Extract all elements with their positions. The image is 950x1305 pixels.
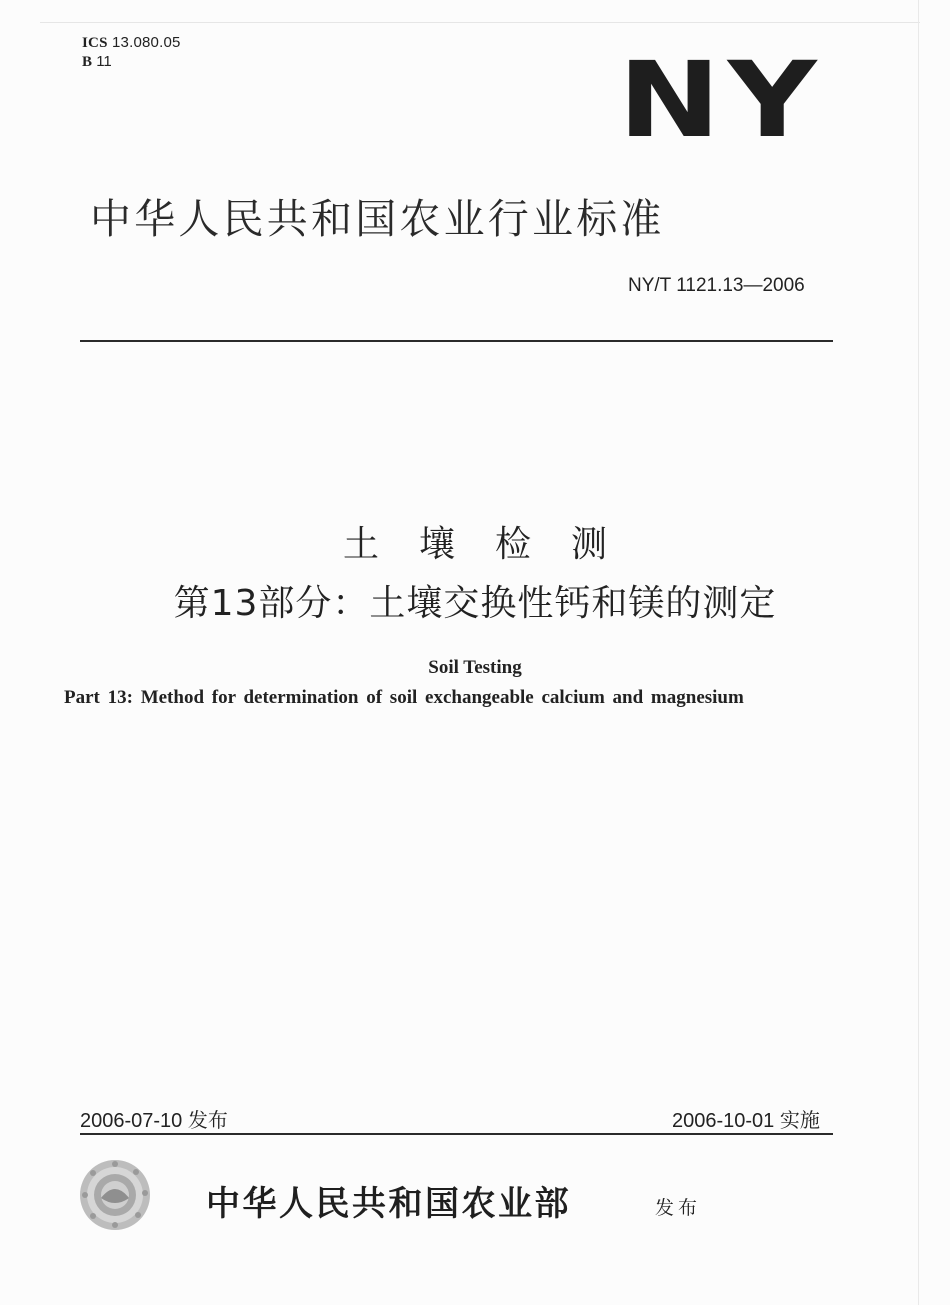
classification-value: 11 [96, 53, 112, 70]
issue-date: 2006-07-10 发布 [80, 1110, 228, 1132]
chinese-main-title: 土壤检测 [342, 524, 647, 565]
chinese-subtitle: 第13部分：土壤交换性钙和镁的测定 [173, 583, 777, 624]
ics-value: 13.080.05 [112, 34, 181, 51]
scan-edge-top [40, 22, 920, 23]
classification-label: B [82, 54, 93, 70]
ministry-name: 中华人民共和国农业部 [206, 1184, 571, 1224]
standard-number: NY/T 1121.13—2006 [628, 275, 805, 296]
ics-code [82, 34, 181, 52]
ministry-emblem-icon [78, 1158, 152, 1232]
classification-code [82, 53, 112, 71]
ny-logo: NY [618, 39, 824, 161]
scan-edge-right [918, 0, 919, 1305]
publish-label: 发布 [655, 1197, 702, 1219]
standard-category-title: 中华人民共和国农业行业标准 [90, 195, 665, 243]
implementation-date: 2006-10-01 实施 [672, 1110, 820, 1132]
ics-label: ICS [82, 35, 108, 51]
english-main-title: Soil Testing [428, 657, 522, 678]
top-divider [80, 340, 833, 342]
bottom-divider [80, 1133, 833, 1135]
english-subtitle: Part 13: Method for determination of soil exchangeable calcium and magnesium [64, 687, 744, 708]
